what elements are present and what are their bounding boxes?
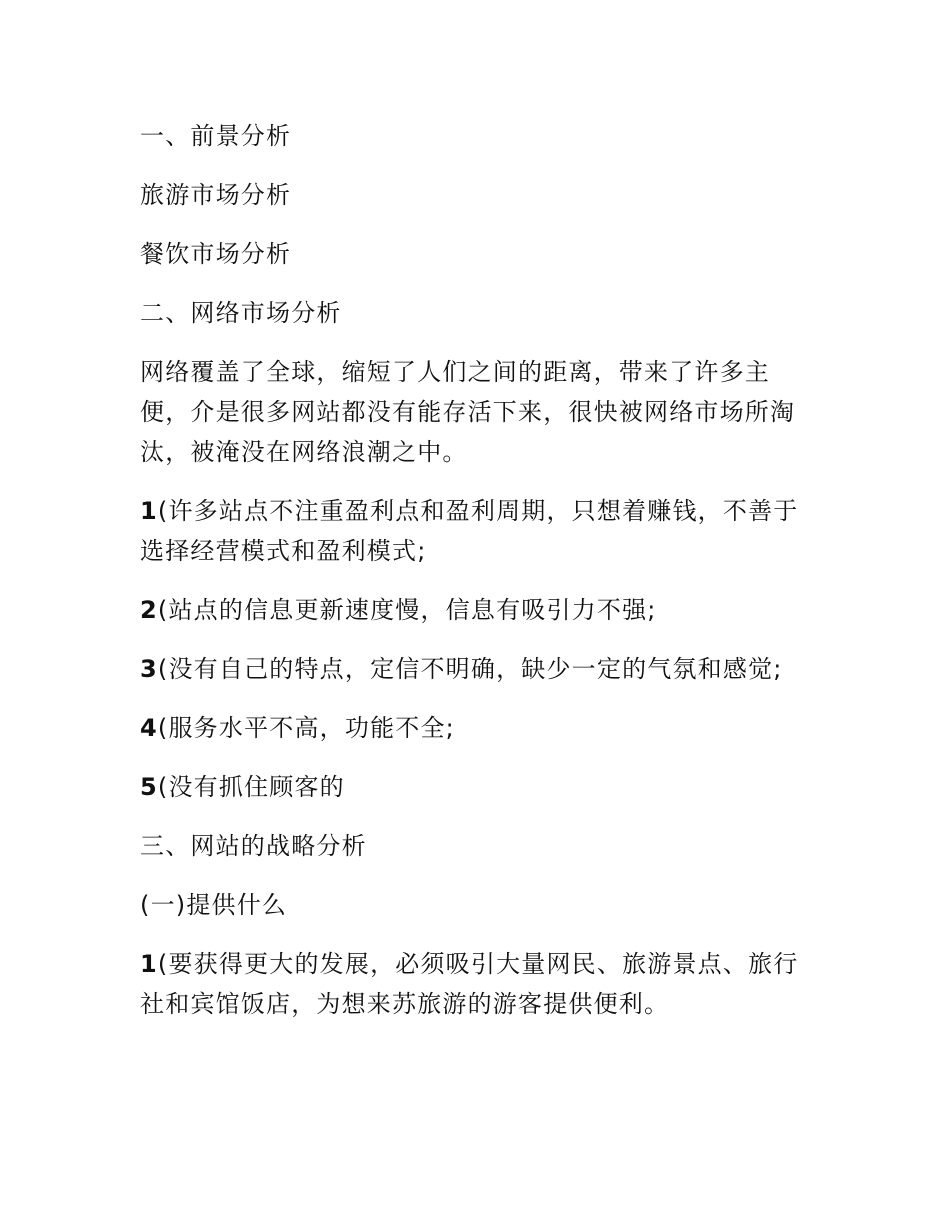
list-item-2: 2(站点的信息更新速度慢，信息有吸引力不强; <box>140 596 657 624</box>
heading-prospect-analysis: 一、前景分析 <box>140 122 292 150</box>
heading-website-strategy: 三、网站的战略分析 <box>140 832 367 860</box>
list-item-1: 1(许多站点不注重盈利点和盈利周期，只想着赚钱，不善于选择经营模式和盈利模式; <box>140 497 799 565</box>
list-item-4: 4(服务水平不高，功能不全; <box>140 714 455 742</box>
subheading-catering-market: 餐饮市场分析 <box>140 240 292 268</box>
list-item-5: 5(没有抓住顾客的 <box>140 773 345 801</box>
subheading-tourism-market: 旅游市场分析 <box>140 181 292 209</box>
list-item-strategy-1: 1(要获得更大的发展，必须吸引大量网民、旅游景点、旅行社和宾馆饭店，为想来苏旅游的游客提供便利。 <box>140 950 799 1018</box>
heading-network-market: 二、网络市场分析 <box>140 299 342 327</box>
body-paragraph: 网络覆盖了全球，缩短了人们之间的距离，带来了许多主便，介是很多网站都没有能存活下来，很快被网络市场所淘汰，被淹没在网络浪潮之中。 <box>140 358 796 466</box>
subheading-what-to-provide: (一)提供什么 <box>140 891 288 919</box>
list-item-3: 3(没有自己的特点，定信不明确，缺少一定的气氛和感觉; <box>140 655 783 683</box>
document-page <box>140 116 820 1043</box>
